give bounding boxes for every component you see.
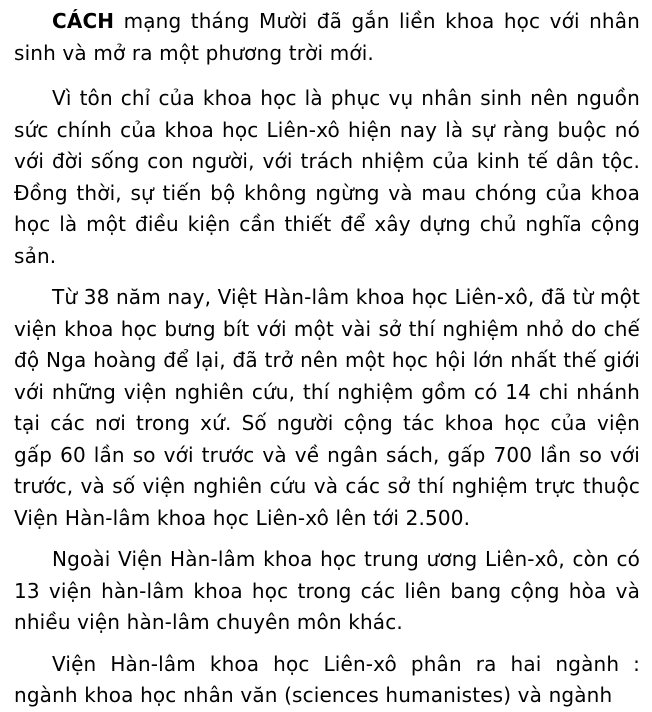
paragraph-2: Vì tôn chỉ của khoa học là phục vụ nhân sinh nên nguồn sức chính của khoa học Liên-xô hiện nay là sự ràng buộc nó với đời sống con người, với trách nhiệm của kinh tế dân tộc. Đồng thời, sự tiến bộ không ngừng và mau chóng của khoa học là một điều kiện cần thiết để xây dựng chủ nghĩa cộng sản. xyxy=(14,86,640,268)
paragraph-3: Từ 38 năm nay, Việt Hàn-lâm khoa học Liên-xô, đã từ một viện khoa học bưng bít với một vài sở thí nghiệm nhỏ do chế độ Nga hoàng để lại, đã trở nên một học hội lớn nhất thế giới với những viện nghiên cứu, thí nghiệm gồm có 14 chi nhánh tại các nơi trong xứ. Số người cộng tác khoa học của viện gấp 60 lần so với trước và về ngân sách, gấp 700 lần so với trước, và số viện nghiên cứu và các sở thí nghiệm trực thuộc Viện Hàn-lâm khoa học Liên-xô lên tới 2.500. xyxy=(14,285,640,530)
paragraph-5: Viện Hàn-lâm khoa học Liên-xô phân ra hai ngành : ngành khoa học nhân văn (sciences humanistes) và ngành xyxy=(14,651,640,707)
document-page xyxy=(14,0,640,712)
paragraph-1 xyxy=(14,6,640,69)
paragraph-4: Ngoài Viện Hàn-lâm khoa học trung ương Liên-xô, còn có 13 viện hàn-lâm khoa học trong các liên bang cộng hòa và nhiều viện hàn-lâm chuyên môn khác. xyxy=(14,547,640,634)
opening-word: CÁCH xyxy=(52,9,115,33)
paragraph-1-text: mạng tháng Mười đã gắn liền khoa học với nhân sinh và mở ra một phương trời mới. xyxy=(14,9,640,65)
